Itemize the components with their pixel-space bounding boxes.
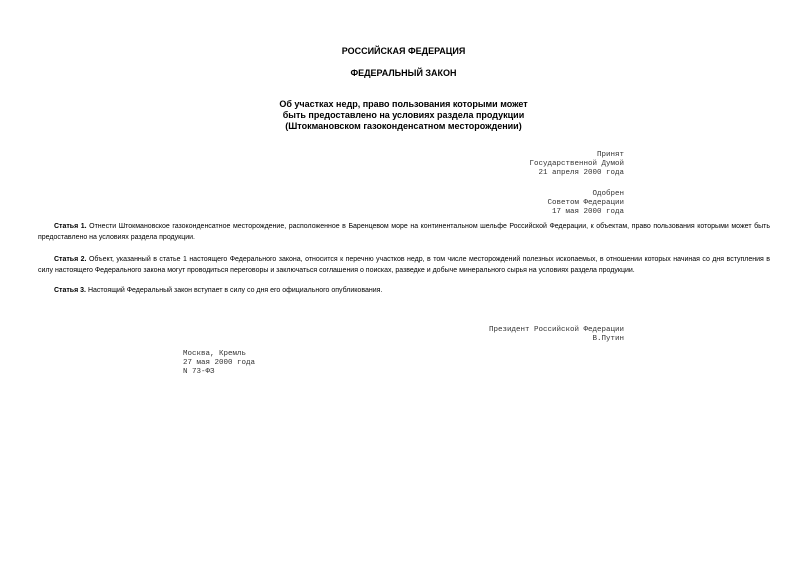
title-line-3: (Штокмановском газоконденсатном месторождении) (285, 121, 522, 131)
place-date-block (183, 350, 255, 377)
signature-block (489, 326, 624, 344)
article-3-label: Статья 3. (54, 287, 86, 294)
article-2-text: Объект, указанный в статье 1 настоящего Федерального закона, относится к перечню участков недр, в том числе месторождений полезных ископаемых, в отношении которых начиная со дня вступления в силу настоящего Федерального закона могут проводиться переговоры и заключаться соглашения о поисках, разведке и добыче минерального сырья на условиях раздела продукции. (38, 256, 770, 274)
article-2 (38, 254, 770, 276)
approved-line-2: Советом Федерации (547, 199, 624, 207)
approved-line-1: Одобрен (592, 190, 624, 198)
article-1 (38, 221, 770, 243)
article-3-text: Настоящий Федеральный закон вступает в силу со дня его официального опубликования. (87, 287, 383, 294)
signature-position: Президент Российской Федерации (488, 326, 624, 334)
place-date: 27 мая 2000 года (183, 359, 256, 367)
adopted-line-1: Принят (596, 151, 624, 159)
adopted-block (529, 151, 624, 178)
approved-line-3: 17 мая 2000 года (551, 208, 624, 216)
article-1-label: Статья 1. (54, 223, 87, 230)
approved-block (547, 190, 624, 217)
adopted-line-2: Государственной Думой (529, 160, 624, 168)
signature-name: В.Путин (592, 335, 624, 343)
place-city: Москва, Кремль (183, 350, 247, 358)
title-line-1: Об участках недр, право пользования которыми может (279, 99, 528, 109)
document-type-heading: ФЕДЕРАЛЬНЫЙ ЗАКОН (350, 68, 457, 78)
title-line-2: быть предоставлено на условиях раздела продукции (282, 110, 525, 120)
adopted-line-3: 21 апреля 2000 года (538, 169, 624, 177)
article-3 (38, 285, 770, 296)
document-number: N 73-ФЗ (183, 368, 215, 376)
country-heading: РОССИЙСКАЯ ФЕДЕРАЦИЯ (341, 46, 466, 56)
article-1-text: Отнести Штокмановское газоконденсатное месторождение, расположенное в Баренцевом море на континентальном шельфе Российской Федерации, к объектам, право пользования которыми может быть предоставлено на условиях раздела продукции. (38, 223, 770, 241)
article-2-label: Статья 2. (54, 256, 87, 263)
